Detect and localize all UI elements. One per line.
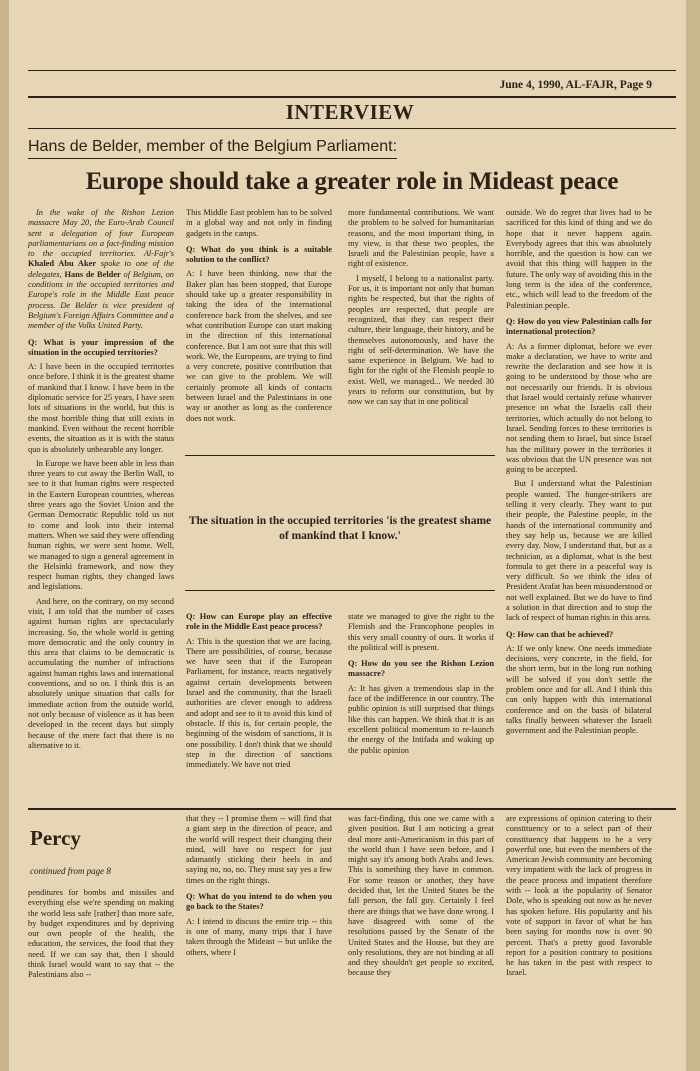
- answer: A: I have been in the occupied territories once before. I think it is the greatest shame of mankind that I know. I have been in the diplomatic service for 25 years, I have seen lots of situations in the world, but this is the most horrible thing that still exists in mankind. Even without the recent horrible events, the situation as it is with the status quo is absolutely unbearable any longer.: [28, 362, 174, 454]
- intro-text: of Belgium, on conditions in the occupied territories and Europe's role in the Middle East peace process. De Belder is vice president of Belgium's Foreign Affairs Committee and a member of the Volks United Party.: [28, 269, 174, 331]
- paragraph: penditures for bombs and missiles and everything else we're spending on making the world less safe [rather] than more safe, by budget expenditures and by depriving our own people of the health, the education, the services, the food that they need. If we can say that, then I should think Israel would want to say that -- the Palestinians also --: [28, 888, 174, 980]
- question: Q: How can Europe play an effective role in the Middle East peace process?: [186, 612, 332, 632]
- article-headline: Europe should take a greater role in Mideast peace: [85, 168, 619, 195]
- paragraph: I myself, I belong to a nationalist party. For us, it is important not only that human rights be respected, but that the rights of peoples are respected, that people are recognized, that they can respect their culture, their language, their history, and be themselves autonomously, and have the right of self-determination. We have the same experience in Belgium. We had to fight for the right of the Flemish people to exist. Well, we managed... We needed 30 years to reform our constitution, but by now we can say that in one political: [348, 273, 494, 407]
- answer: A: I intend to discuss the entire trip -- this is one of many, many trips that I have taken through the Mideast -- but unlike the others, where I: [186, 916, 332, 957]
- percy-column-2: [186, 814, 332, 1058]
- pull-quote-rule-top: [185, 455, 495, 456]
- paragraph: But I understand what the Palestinian people wanted. The hunger-strikers are telling it very clearly. They want to put their people, the Palestine people, in the hands of the international community and they say help us, because we are killed every day. Now, I understand that, but as a technician, as a diplomat, what is the best formula to get there in a peaceful way is very difficult. So we think the idea of President Arafat has been misunderstood or not well explained. But we do have to find a solution in that direction and to stop the lack of respect of human rights in this area.: [506, 479, 652, 623]
- paragraph: more fundamental contributions. We want the problem to be solved for humanitarian reasons, and the most important thing, in my view, is that these two peoples, the Israeli and the Palestinian people, have a right of existence.: [348, 208, 494, 269]
- continued-note: continued from page 8: [30, 866, 111, 876]
- percy-column-1: [28, 888, 174, 1058]
- question: Q: What do you think is a suitable solution to the conflict?: [186, 244, 332, 265]
- interviewee-name: Hans de Belder: [64, 269, 121, 279]
- paragraph: that they -- I promise them -- will find that a giant step in the direction of peace, and the world will respect their changing their mind, will have no respect for just adamantly sticking their heels in and saying no, no, no. They must say yes a few times on the right things.: [186, 814, 332, 885]
- question: Q: What do you intend to do when you go back to the States?: [186, 892, 332, 912]
- section-rule-lower: [28, 128, 676, 129]
- article-kicker: Hans de Belder, member of the Belgium Parliament:: [28, 138, 397, 159]
- percy-column-3: [348, 814, 494, 1058]
- story-divider: [28, 808, 676, 810]
- pull-quote: The situation in the occupied territories 'is the greatest shame of mankind that I know.': [188, 515, 492, 542]
- intro-text: Al-Fajr's: [135, 249, 174, 259]
- answer: A: It has given a tremendous slap in the face of the indifference in our country. The public opinion is still surprised that things like this can happen. We think that it is an excellent political momentum to re-launch the energy of the Intifada and waking up the public opinion: [348, 683, 494, 755]
- section-title: INTERVIEW: [285, 100, 415, 124]
- reporter-name: Khaled Abu Aker: [28, 259, 97, 269]
- paragraph: was fact-finding, this one we came with a given position. But I am noticing a great deal more anti-Americanism in this part of the world than I have seen before, and I might say it's among both Arabs and Jews. This is something they have in common. For some reason or another, they have decided that, let the United States be the fall person, the fall guy. Certainly I feel there are things that we have done wrong. I have disagreed with some of the resolutions passed by the Senate of the United States and the House, but they are only resolutions, they are not binding at all and they shouldn't get people so excited, because they: [348, 814, 494, 978]
- paragraph: In Europe we have been able in less than three years to cut away the Berlin Wall, to see to it that human rights were respected in the Eastern European countries, whereas three years ago the Soviet Union and the German Democratic Republic told us not to come and look into their internal matters. When we said they were offending human rights, we were sent home. Well, we managed to sign a general agreement in the Helsinki framework, and now they respect human rights, they changed laws and legislations.: [28, 458, 174, 592]
- paragraph: are expressions of opinion catering to their constituency or to a select part of their constituency that happens to be a very powerful one, but even the members of the American Jewish community are becoming very impatient with the lack of progress in the peace process and impatient therefore with -- look at the popularity of Senator Dole, who is speaking out now as he never has spoken before. His popularity and his vote of support in favor of what he has been saying for months now is over 90 percent. That's a pretty good favorable report for a position contrary to positions he has taken in the past with respect to Israel.: [506, 814, 652, 978]
- answer: A: This is the question that we are facing. There are possibilities, of course, because we have seen that if the European Parliament, for instance, reacts negatively against certain developments between Israel and the community, that the Israeli authorities are clever enough to address and adopt and see to it to avoid this kind of obstacle. If this is, for certain people, the beginning of the wisdom of sanctions, it is one possibility. I don't think that we should step in the direction of sanctions immediately. We have not tried: [186, 636, 332, 770]
- pull-quote-rule-bottom: [185, 590, 495, 591]
- intro-text: In the wake of the Rishon Lezion massacre May 20, the Euro-Arab Council sent a delegation of four European parliamentarians on a fact-finding mission to the occupied territories.: [28, 208, 174, 259]
- paragraph: And here, on the contrary, on my second visit, I am told that the number of cases against human rights are spectacularly increasing. So, the whole world is getting more democratic and the only country in this area that claims to be democratic is accumulating the number of infractions against human rights laws and international conventions, and so on. I think this is an absolutely unique situation that calls for immediate action from the outside world, not only because of violence as it has been developed in the recent days but simply because of the mere fact that there is no alternative to it.: [28, 596, 174, 750]
- paragraph: This Middle East problem has to be solved in a global way and not only in finding gadgets in the camps.: [186, 208, 332, 238]
- paragraph: outside. We do regret that lives had to be sacrificed for this kind of thing and we do hope that it never happens again. Everybody agrees that this was absolutely horrible, and the question is how can we avoid that this thing will happen in the future. The only way of avoiding this in the long term is the idea of the conference, etc., which will lead to the freedom of the Palestinian people.: [506, 208, 652, 310]
- article-intro: [28, 208, 174, 332]
- question: Q: How can that be achieved?: [506, 629, 614, 639]
- story-title: Percy: [30, 826, 81, 850]
- question: Q: How do you view Palestinian calls for international protection?: [506, 316, 652, 337]
- percy-column-4: [506, 814, 652, 1058]
- article-column-3-top: [348, 208, 494, 448]
- question: Q: How do you see the Rishon Lezion massacre?: [348, 659, 494, 679]
- page-folio: June 4, 1990, AL-FAJR, Page 9: [499, 79, 652, 91]
- section-rule: [28, 96, 676, 98]
- article-column-2-top: [186, 208, 332, 448]
- answer: A: I have been thinking, now that the Baker plan has been stopped, that Europe should take up a greater responsibility in taking the idea of the international conference back from the shelves, and see what contribution Europe can start making in the direction of this international conference. But I am not sure that this will work. We, the Europeans, are trying to find a very concrete, positive contribution that we can give to the problem. We will certainly promote all kinds of contacts between Israel and the Palestinians in one way or another as long as the conference does not work.: [186, 269, 332, 423]
- article-column-2-bottom: [186, 612, 332, 804]
- page-edge: [686, 0, 700, 1071]
- intro-text: spoke to one of the delegates,: [28, 259, 174, 279]
- paragraph: state we managed to give the right to the Flemish and the Francophone peoples in this very small country of ours. It works if the political will is present.: [348, 612, 494, 652]
- question: Q: What is your impression of the situation in the occupied territories?: [28, 337, 174, 357]
- article-column-3-bottom: [348, 612, 494, 804]
- article-column-1: [28, 208, 174, 804]
- answer: A: If we only knew. One needs immediate decisions, very concrete, in the field, for the short term, but in the long run nothing will be solved if you don't settle the problem once and for all. And I think this can only happen with this international conference and on the basis of bilateral talks finally between whatever the Israeli government and the Palestinian people.: [506, 643, 652, 736]
- answer: A: As a former diplomat, before we ever make a declaration, we have to write and rewrite the declaration and see how it is going to be understood by those who are not necessarily our friends. It is obvious that Israel would certainly refuse whatever presence on what the Israelis call their territories, which actually do not belong to Israel. Sending forces to these territories is not sending them to Israel, but since Israel has the military power in the territories it was obvious that the UN presence was not going to be accepted.: [506, 341, 652, 475]
- top-rule: [28, 70, 676, 71]
- article-column-4: [506, 208, 652, 804]
- page-binding: [0, 0, 9, 1071]
